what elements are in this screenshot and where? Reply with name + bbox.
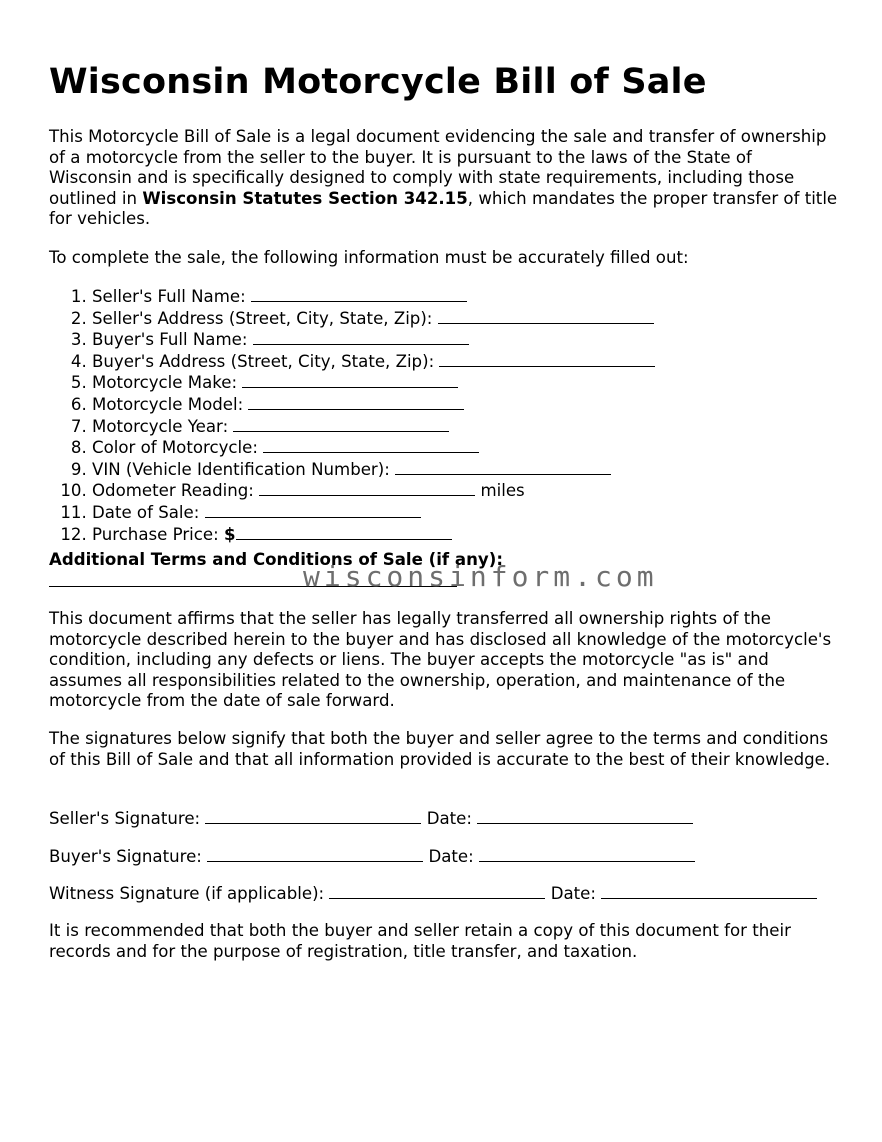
field-blank[interactable] (236, 524, 452, 540)
field-label: Odometer Reading: (92, 481, 254, 501)
affirmation-paragraph: This document affirms that the seller has legally transferred all ownership rights of the motorcycle described herein to the buyer and has disclosed all knowledge of the motorcycle's condition, including any defects or liens. The buyer accepts the motorcycle "as is" and assumes all responsibilities related to the ownership, operation, and maintenance of the motorcycle from the date of sale forward. (49, 609, 832, 711)
witness-date-label: Date: (550, 884, 596, 903)
field-label: Motorcycle Year: (92, 416, 229, 436)
field-blank[interactable] (242, 372, 458, 388)
field-blank[interactable] (439, 351, 655, 367)
field-label: Seller's Full Name: (92, 287, 246, 306)
field-item (92, 351, 655, 373)
page-title: Wisconsin Motorcycle Bill of Sale (49, 62, 707, 102)
buyer-date-label: Date: (428, 847, 474, 866)
field-item (92, 329, 655, 351)
field-blank[interactable] (263, 437, 479, 453)
watermark: wisconsinform.com (303, 560, 658, 593)
witness-date-blank[interactable] (601, 883, 817, 899)
field-item (92, 502, 655, 524)
field-label: Motorcycle Model: (92, 394, 244, 414)
field-label: Color of Motorcycle: (92, 438, 258, 458)
field-item (92, 437, 655, 459)
witness-signature-blank[interactable] (329, 883, 545, 899)
field-blank[interactable] (251, 286, 467, 302)
field-item (92, 372, 655, 394)
statute-reference: Wisconsin Statutes Section 342.15 (142, 188, 468, 208)
field-item (92, 416, 655, 438)
field-blank[interactable] (253, 329, 469, 345)
field-blank[interactable] (248, 394, 464, 410)
field-label: Motorcycle Make: (92, 373, 238, 393)
seller-date-label: Date: (426, 809, 472, 828)
signature-statement: The signatures below signify that both the buyer and seller agree to the terms and conditions of this Bill of Sale and that all information provided is accurate to the best of their knowledge. (49, 729, 831, 769)
field-label: Seller's Address (Street, City, State, Zip): (92, 308, 433, 328)
recommendation-paragraph: It is recommended that both the buyer and seller retain a copy of this document for their records and for the purpose of registration, title transfer, and taxation. (49, 921, 791, 961)
field-blank[interactable] (438, 308, 654, 324)
buyer-signature-row (49, 846, 695, 868)
fields-list (49, 286, 655, 545)
seller-signature-row (49, 808, 693, 830)
instructions-lead: To complete the sale, the following information must be accurately filled out: (49, 248, 689, 267)
field-item (92, 308, 655, 330)
field-label: Buyer's Full Name: (92, 330, 248, 350)
field-item (92, 480, 655, 502)
field-suffix: miles (480, 481, 525, 501)
intro-paragraph (49, 127, 839, 230)
seller-signature-blank[interactable] (205, 808, 421, 824)
field-label: Purchase Price: (92, 524, 219, 544)
buyer-signature-label: Buyer's Signature: (49, 847, 202, 866)
field-label: Date of Sale: (92, 502, 200, 522)
buyer-date-blank[interactable] (479, 846, 695, 862)
field-label: Buyer's Address (Street, City, State, Zip): (92, 351, 435, 371)
field-blank[interactable] (259, 480, 475, 496)
buyer-signature-blank[interactable] (207, 846, 423, 862)
field-blank[interactable] (395, 459, 611, 475)
seller-date-blank[interactable] (477, 808, 693, 824)
field-blank[interactable] (233, 416, 449, 432)
witness-signature-row (49, 883, 817, 905)
field-item (92, 459, 655, 481)
field-blank[interactable] (205, 502, 421, 518)
witness-signature-label: Witness Signature (if applicable): (49, 884, 325, 903)
field-item (92, 394, 655, 416)
terms-title: Additional Terms and Conditions of Sale (if any): (49, 550, 503, 569)
seller-signature-label: Seller's Signature: (49, 809, 201, 828)
intro-text-end: , which mandates the proper transfer of title for vehicles. (49, 188, 838, 229)
intro-text-start: This Motorcycle Bill of Sale is a legal document evidencing the sale and transfer of ownership of a motorcycle from the seller to the buyer. It is pursuant to the laws of the State of Wisconsin and is specifically designed to comply with state requirements, including those outlined in (49, 127, 827, 208)
field-prefix: $ (223, 524, 236, 544)
field-item (92, 286, 655, 308)
field-item (92, 524, 655, 546)
field-label: VIN (Vehicle Identification Number): (92, 459, 390, 479)
